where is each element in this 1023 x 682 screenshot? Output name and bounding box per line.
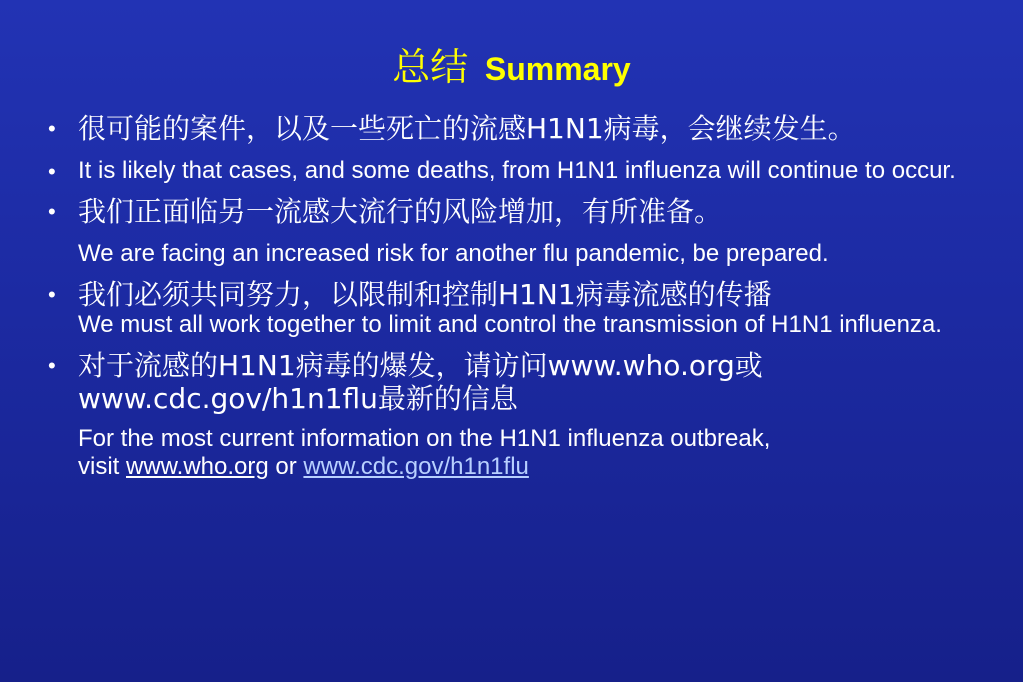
bullet-5 [44,349,964,481]
bullet-1-chinese: 很可能的案件，以及一些死亡的流感H1N1病毒，会继续发生。 [78,112,856,145]
bullet-3-chinese: 我们正面临另一流感大流行的风险增加，有所准备。 [78,195,723,228]
who-link[interactable]: www.who.org [126,453,269,480]
bullet-2 [44,157,964,185]
bullet-4 [44,278,964,339]
bullet-4-chinese: 我们必须共同努力，以限制和控制H1N1病毒流感的传播 [78,278,772,311]
bullet-dot: • [48,116,56,141]
bullet-dot: • [48,353,56,378]
slide-title [0,44,1023,92]
bullet-list [44,112,964,481]
bullet-dot: • [48,282,56,307]
cdc-link[interactable]: www.cdc.gov/h1n1flu [303,453,529,480]
visit-text: visit [78,453,126,480]
bullet-5-chinese-line-1: 对于流感的H1N1病毒的爆发，请访问www.who.org或 [78,349,763,382]
bullet-dot: • [48,199,56,224]
bullet-3-english: We are facing an increased risk for another flu pandemic, be prepared. [78,240,829,267]
bullet-5-english-line-1: For the most current information on the H1N1 influenza outbreak, [78,425,771,452]
title-english: Summary [484,51,631,87]
bullet-5-chinese-line-2: www.cdc.gov/h1n1flu最新的信息 [78,382,518,415]
bullet-dot: • [48,159,56,184]
bullet-1 [44,112,964,145]
or-text: or [268,453,304,480]
bullet-5-english-line-2 [78,453,964,481]
title-chinese: 总结 [392,45,469,89]
bullet-4-english: We must all work together to limit and control the transmission of H1N1 influenza. [78,311,942,338]
bullet-3 [44,195,964,268]
bullet-2-english: It is likely that cases, and some deaths, from H1N1 influenza will continue to occur. [78,157,956,184]
